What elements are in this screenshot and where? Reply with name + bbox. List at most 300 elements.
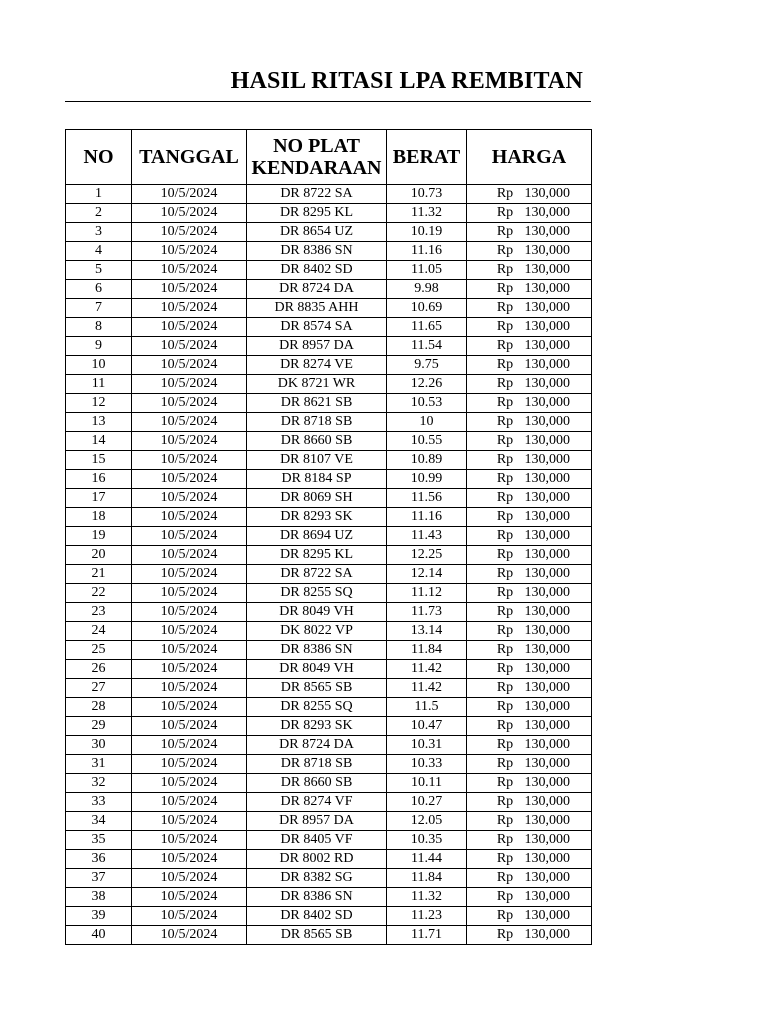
table-body xyxy=(66,185,592,945)
cell-tanggal: 10/5/2024 xyxy=(132,717,247,736)
cell-tanggal: 10/5/2024 xyxy=(132,337,247,356)
cell-no: 9 xyxy=(66,337,132,356)
currency-label: Rp xyxy=(496,205,514,220)
cell-berat: 13.14 xyxy=(387,622,467,641)
cell-no: 19 xyxy=(66,527,132,546)
header-harga: HARGA xyxy=(467,130,592,185)
harga-amount: 130,000 xyxy=(524,908,570,923)
cell-tanggal: 10/5/2024 xyxy=(132,565,247,584)
table-row xyxy=(66,850,592,869)
cell-tanggal: 10/5/2024 xyxy=(132,755,247,774)
cell-berat: 10.33 xyxy=(387,755,467,774)
cell-harga xyxy=(467,736,592,755)
cell-no: 30 xyxy=(66,736,132,755)
table-row xyxy=(66,242,592,261)
cell-berat: 11.65 xyxy=(387,318,467,337)
cell-no: 26 xyxy=(66,660,132,679)
harga-amount: 130,000 xyxy=(524,832,570,847)
cell-berat: 12.14 xyxy=(387,565,467,584)
harga-amount: 130,000 xyxy=(524,224,570,239)
cell-berat: 12.26 xyxy=(387,375,467,394)
harga-amount: 130,000 xyxy=(524,338,570,353)
cell-berat: 11.5 xyxy=(387,698,467,717)
cell-berat: 10.27 xyxy=(387,793,467,812)
harga-amount: 130,000 xyxy=(524,452,570,467)
table-row xyxy=(66,584,592,603)
cell-no-plat: DR 8295 KL xyxy=(247,204,387,223)
cell-tanggal: 10/5/2024 xyxy=(132,869,247,888)
cell-tanggal: 10/5/2024 xyxy=(132,394,247,413)
harga-amount: 130,000 xyxy=(524,547,570,562)
cell-no-plat: DR 8405 VF xyxy=(247,831,387,850)
table-row xyxy=(66,755,592,774)
harga-amount: 130,000 xyxy=(524,357,570,372)
cell-no-plat: DR 8718 SB xyxy=(247,755,387,774)
cell-berat: 10.89 xyxy=(387,451,467,470)
cell-tanggal: 10/5/2024 xyxy=(132,926,247,945)
table-row xyxy=(66,812,592,831)
cell-no: 13 xyxy=(66,413,132,432)
cell-tanggal: 10/5/2024 xyxy=(132,603,247,622)
currency-label: Rp xyxy=(496,794,514,809)
cell-no: 6 xyxy=(66,280,132,299)
cell-harga xyxy=(467,926,592,945)
cell-harga xyxy=(467,451,592,470)
header-berat: BERAT xyxy=(387,130,467,185)
cell-tanggal: 10/5/2024 xyxy=(132,546,247,565)
cell-no-plat: DR 8386 SN xyxy=(247,888,387,907)
currency-label: Rp xyxy=(496,680,514,695)
cell-no: 4 xyxy=(66,242,132,261)
cell-harga xyxy=(467,584,592,603)
currency-label: Rp xyxy=(496,490,514,505)
cell-berat: 11.71 xyxy=(387,926,467,945)
cell-berat: 10.19 xyxy=(387,223,467,242)
currency-label: Rp xyxy=(496,224,514,239)
harga-amount: 130,000 xyxy=(524,243,570,258)
currency-label: Rp xyxy=(496,509,514,524)
table-row xyxy=(66,489,592,508)
cell-berat: 12.05 xyxy=(387,812,467,831)
cell-tanggal: 10/5/2024 xyxy=(132,888,247,907)
cell-tanggal: 10/5/2024 xyxy=(132,204,247,223)
cell-no-plat: DR 8049 VH xyxy=(247,660,387,679)
ritasi-table xyxy=(65,129,592,945)
cell-no: 27 xyxy=(66,679,132,698)
table-row xyxy=(66,394,592,413)
table-row xyxy=(66,375,592,394)
currency-label: Rp xyxy=(496,281,514,296)
cell-no-plat: DR 8660 SB xyxy=(247,774,387,793)
table-row xyxy=(66,261,592,280)
cell-no: 3 xyxy=(66,223,132,242)
cell-no: 10 xyxy=(66,356,132,375)
currency-label: Rp xyxy=(496,623,514,638)
currency-label: Rp xyxy=(496,832,514,847)
cell-no: 14 xyxy=(66,432,132,451)
currency-label: Rp xyxy=(496,452,514,467)
cell-tanggal: 10/5/2024 xyxy=(132,622,247,641)
table-row xyxy=(66,793,592,812)
cell-berat: 10 xyxy=(387,413,467,432)
cell-no-plat: DR 8274 VE xyxy=(247,356,387,375)
cell-tanggal: 10/5/2024 xyxy=(132,242,247,261)
currency-label: Rp xyxy=(496,775,514,790)
currency-label: Rp xyxy=(496,243,514,258)
currency-label: Rp xyxy=(496,433,514,448)
cell-no: 5 xyxy=(66,261,132,280)
cell-no-plat: DR 8724 DA xyxy=(247,736,387,755)
cell-no: 38 xyxy=(66,888,132,907)
cell-berat: 10.99 xyxy=(387,470,467,489)
cell-no: 37 xyxy=(66,869,132,888)
cell-no: 25 xyxy=(66,641,132,660)
cell-harga xyxy=(467,660,592,679)
harga-amount: 130,000 xyxy=(524,851,570,866)
cell-berat: 11.16 xyxy=(387,242,467,261)
cell-no-plat: DR 8107 VE xyxy=(247,451,387,470)
currency-label: Rp xyxy=(496,642,514,657)
header-tanggal: TANGGAL xyxy=(132,130,247,185)
cell-tanggal: 10/5/2024 xyxy=(132,356,247,375)
cell-harga xyxy=(467,413,592,432)
cell-berat: 11.73 xyxy=(387,603,467,622)
table-row xyxy=(66,508,592,527)
cell-berat: 11.42 xyxy=(387,679,467,698)
currency-label: Rp xyxy=(496,927,514,942)
cell-no-plat: DR 8660 SB xyxy=(247,432,387,451)
table-row xyxy=(66,698,592,717)
cell-harga xyxy=(467,318,592,337)
cell-berat: 10.47 xyxy=(387,717,467,736)
currency-label: Rp xyxy=(496,604,514,619)
cell-tanggal: 10/5/2024 xyxy=(132,793,247,812)
cell-no: 22 xyxy=(66,584,132,603)
cell-harga xyxy=(467,679,592,698)
cell-no-plat: DR 8002 RD xyxy=(247,850,387,869)
table-row xyxy=(66,204,592,223)
table-row xyxy=(66,356,592,375)
cell-berat: 11.16 xyxy=(387,508,467,527)
harga-amount: 130,000 xyxy=(524,281,570,296)
table-row xyxy=(66,888,592,907)
harga-amount: 130,000 xyxy=(524,927,570,942)
cell-harga xyxy=(467,299,592,318)
cell-berat: 11.43 xyxy=(387,527,467,546)
table-row xyxy=(66,660,592,679)
cell-berat: 10.35 xyxy=(387,831,467,850)
cell-no-plat: DK 8022 VP xyxy=(247,622,387,641)
cell-no-plat: DR 8255 SQ xyxy=(247,584,387,603)
cell-no: 20 xyxy=(66,546,132,565)
cell-no: 35 xyxy=(66,831,132,850)
cell-no: 31 xyxy=(66,755,132,774)
cell-harga xyxy=(467,223,592,242)
cell-harga xyxy=(467,622,592,641)
cell-no-plat: DR 8722 SA xyxy=(247,565,387,584)
table-row xyxy=(66,774,592,793)
cell-harga xyxy=(467,603,592,622)
harga-amount: 130,000 xyxy=(524,300,570,315)
cell-harga xyxy=(467,831,592,850)
currency-label: Rp xyxy=(496,908,514,923)
cell-no-plat: DR 8565 SB xyxy=(247,679,387,698)
currency-label: Rp xyxy=(496,756,514,771)
cell-no: 7 xyxy=(66,299,132,318)
table-row xyxy=(66,603,592,622)
cell-berat: 10.73 xyxy=(387,185,467,204)
cell-harga xyxy=(467,698,592,717)
cell-no-plat: DR 8957 DA xyxy=(247,337,387,356)
cell-harga xyxy=(467,470,592,489)
cell-berat: 9.98 xyxy=(387,280,467,299)
cell-no: 2 xyxy=(66,204,132,223)
harga-amount: 130,000 xyxy=(524,623,570,638)
cell-no: 33 xyxy=(66,793,132,812)
cell-no-plat: DR 8724 DA xyxy=(247,280,387,299)
currency-label: Rp xyxy=(496,737,514,752)
cell-harga xyxy=(467,242,592,261)
cell-no: 32 xyxy=(66,774,132,793)
header-no-plat-kendaraan xyxy=(247,130,387,185)
cell-no-plat: DR 8293 SK xyxy=(247,717,387,736)
table-row xyxy=(66,565,592,584)
cell-berat: 10.31 xyxy=(387,736,467,755)
cell-harga xyxy=(467,717,592,736)
currency-label: Rp xyxy=(496,300,514,315)
harga-amount: 130,000 xyxy=(524,889,570,904)
harga-amount: 130,000 xyxy=(524,661,570,676)
cell-no: 21 xyxy=(66,565,132,584)
currency-label: Rp xyxy=(496,851,514,866)
currency-label: Rp xyxy=(496,661,514,676)
table-row xyxy=(66,451,592,470)
cell-no-plat: DR 8069 SH xyxy=(247,489,387,508)
cell-no-plat: DR 8184 SP xyxy=(247,470,387,489)
cell-no-plat: DR 8654 UZ xyxy=(247,223,387,242)
cell-harga xyxy=(467,793,592,812)
cell-berat: 11.84 xyxy=(387,869,467,888)
harga-amount: 130,000 xyxy=(524,205,570,220)
cell-harga xyxy=(467,185,592,204)
cell-no: 29 xyxy=(66,717,132,736)
header-no: NO xyxy=(66,130,132,185)
currency-label: Rp xyxy=(496,813,514,828)
cell-tanggal: 10/5/2024 xyxy=(132,774,247,793)
cell-no-plat: DR 8386 SN xyxy=(247,242,387,261)
cell-no: 16 xyxy=(66,470,132,489)
cell-tanggal: 10/5/2024 xyxy=(132,698,247,717)
cell-berat: 11.12 xyxy=(387,584,467,603)
harga-amount: 130,000 xyxy=(524,509,570,524)
cell-no-plat: DR 8718 SB xyxy=(247,413,387,432)
harga-amount: 130,000 xyxy=(524,376,570,391)
table-row xyxy=(66,318,592,337)
harga-amount: 130,000 xyxy=(524,186,570,201)
cell-tanggal: 10/5/2024 xyxy=(132,451,247,470)
cell-no-plat: DR 8694 UZ xyxy=(247,527,387,546)
cell-tanggal: 10/5/2024 xyxy=(132,508,247,527)
cell-no-plat: DR 8049 VH xyxy=(247,603,387,622)
cell-tanggal: 10/5/2024 xyxy=(132,375,247,394)
cell-tanggal: 10/5/2024 xyxy=(132,489,247,508)
table-row xyxy=(66,223,592,242)
cell-tanggal: 10/5/2024 xyxy=(132,641,247,660)
cell-no-plat: DR 8274 VF xyxy=(247,793,387,812)
harga-amount: 130,000 xyxy=(524,870,570,885)
currency-label: Rp xyxy=(496,319,514,334)
cell-no: 18 xyxy=(66,508,132,527)
cell-berat: 11.42 xyxy=(387,660,467,679)
header-plat-line1: NO PLAT xyxy=(273,135,360,157)
cell-harga xyxy=(467,907,592,926)
harga-amount: 130,000 xyxy=(524,490,570,505)
cell-harga xyxy=(467,204,592,223)
cell-no: 36 xyxy=(66,850,132,869)
header-row xyxy=(66,130,592,185)
cell-no-plat: DR 8402 SD xyxy=(247,907,387,926)
cell-tanggal: 10/5/2024 xyxy=(132,812,247,831)
currency-label: Rp xyxy=(496,376,514,391)
cell-berat: 11.32 xyxy=(387,204,467,223)
document-title-block xyxy=(65,68,591,102)
cell-harga xyxy=(467,755,592,774)
harga-amount: 130,000 xyxy=(524,699,570,714)
cell-tanggal: 10/5/2024 xyxy=(132,831,247,850)
cell-berat: 10.53 xyxy=(387,394,467,413)
cell-berat: 9.75 xyxy=(387,356,467,375)
cell-no-plat: DR 8565 SB xyxy=(247,926,387,945)
cell-tanggal: 10/5/2024 xyxy=(132,907,247,926)
cell-berat: 11.32 xyxy=(387,888,467,907)
harga-amount: 130,000 xyxy=(524,395,570,410)
cell-tanggal: 10/5/2024 xyxy=(132,318,247,337)
cell-no-plat: DR 8295 KL xyxy=(247,546,387,565)
cell-tanggal: 10/5/2024 xyxy=(132,299,247,318)
harga-amount: 130,000 xyxy=(524,775,570,790)
cell-berat: 10.11 xyxy=(387,774,467,793)
table-row xyxy=(66,869,592,888)
harga-amount: 130,000 xyxy=(524,433,570,448)
table-row xyxy=(66,432,592,451)
cell-harga xyxy=(467,508,592,527)
cell-no: 8 xyxy=(66,318,132,337)
table-row xyxy=(66,926,592,945)
cell-no-plat: DR 8402 SD xyxy=(247,261,387,280)
cell-harga xyxy=(467,888,592,907)
table-row xyxy=(66,337,592,356)
cell-berat: 10.69 xyxy=(387,299,467,318)
cell-tanggal: 10/5/2024 xyxy=(132,470,247,489)
cell-berat: 10.55 xyxy=(387,432,467,451)
cell-harga xyxy=(467,565,592,584)
harga-amount: 130,000 xyxy=(524,262,570,277)
cell-no: 28 xyxy=(66,698,132,717)
table-row xyxy=(66,717,592,736)
cell-no-plat: DR 8722 SA xyxy=(247,185,387,204)
currency-label: Rp xyxy=(496,528,514,543)
table-row xyxy=(66,641,592,660)
cell-harga xyxy=(467,375,592,394)
cell-harga xyxy=(467,280,592,299)
cell-harga xyxy=(467,489,592,508)
cell-harga xyxy=(467,337,592,356)
cell-no-plat: DR 8255 SQ xyxy=(247,698,387,717)
cell-no-plat: DR 8386 SN xyxy=(247,641,387,660)
table-row xyxy=(66,907,592,926)
currency-label: Rp xyxy=(496,338,514,353)
cell-harga xyxy=(467,869,592,888)
table-row xyxy=(66,470,592,489)
cell-no-plat: DR 8382 SG xyxy=(247,869,387,888)
currency-label: Rp xyxy=(496,699,514,714)
currency-label: Rp xyxy=(496,566,514,581)
cell-berat: 11.84 xyxy=(387,641,467,660)
currency-label: Rp xyxy=(496,186,514,201)
table-row xyxy=(66,546,592,565)
cell-no: 12 xyxy=(66,394,132,413)
cell-berat: 11.54 xyxy=(387,337,467,356)
cell-tanggal: 10/5/2024 xyxy=(132,736,247,755)
table-row xyxy=(66,736,592,755)
harga-amount: 130,000 xyxy=(524,737,570,752)
currency-label: Rp xyxy=(496,262,514,277)
table-row xyxy=(66,679,592,698)
cell-tanggal: 10/5/2024 xyxy=(132,261,247,280)
cell-berat: 11.44 xyxy=(387,850,467,869)
cell-no: 17 xyxy=(66,489,132,508)
harga-amount: 130,000 xyxy=(524,794,570,809)
cell-no-plat: DR 8621 SB xyxy=(247,394,387,413)
cell-no-plat: DR 8835 AHH xyxy=(247,299,387,318)
cell-harga xyxy=(467,641,592,660)
table-row xyxy=(66,299,592,318)
cell-no-plat: DR 8574 SA xyxy=(247,318,387,337)
cell-berat: 11.05 xyxy=(387,261,467,280)
cell-no: 40 xyxy=(66,926,132,945)
cell-berat: 12.25 xyxy=(387,546,467,565)
cell-no: 11 xyxy=(66,375,132,394)
document-title: HASIL RITASI LPA REMBITAN xyxy=(230,68,583,94)
cell-berat: 11.23 xyxy=(387,907,467,926)
cell-tanggal: 10/5/2024 xyxy=(132,432,247,451)
cell-harga xyxy=(467,356,592,375)
harga-amount: 130,000 xyxy=(524,319,570,334)
currency-label: Rp xyxy=(496,395,514,410)
currency-label: Rp xyxy=(496,471,514,486)
cell-tanggal: 10/5/2024 xyxy=(132,660,247,679)
cell-harga xyxy=(467,546,592,565)
cell-no: 24 xyxy=(66,622,132,641)
table-row xyxy=(66,527,592,546)
cell-harga xyxy=(467,261,592,280)
cell-tanggal: 10/5/2024 xyxy=(132,280,247,299)
cell-no: 34 xyxy=(66,812,132,831)
currency-label: Rp xyxy=(496,357,514,372)
harga-amount: 130,000 xyxy=(524,604,570,619)
cell-tanggal: 10/5/2024 xyxy=(132,223,247,242)
cell-harga xyxy=(467,527,592,546)
table-row xyxy=(66,413,592,432)
cell-tanggal: 10/5/2024 xyxy=(132,850,247,869)
cell-harga xyxy=(467,850,592,869)
harga-amount: 130,000 xyxy=(524,813,570,828)
cell-no-plat: DR 8293 SK xyxy=(247,508,387,527)
harga-amount: 130,000 xyxy=(524,471,570,486)
table-row xyxy=(66,185,592,204)
harga-amount: 130,000 xyxy=(524,528,570,543)
cell-berat: 11.56 xyxy=(387,489,467,508)
